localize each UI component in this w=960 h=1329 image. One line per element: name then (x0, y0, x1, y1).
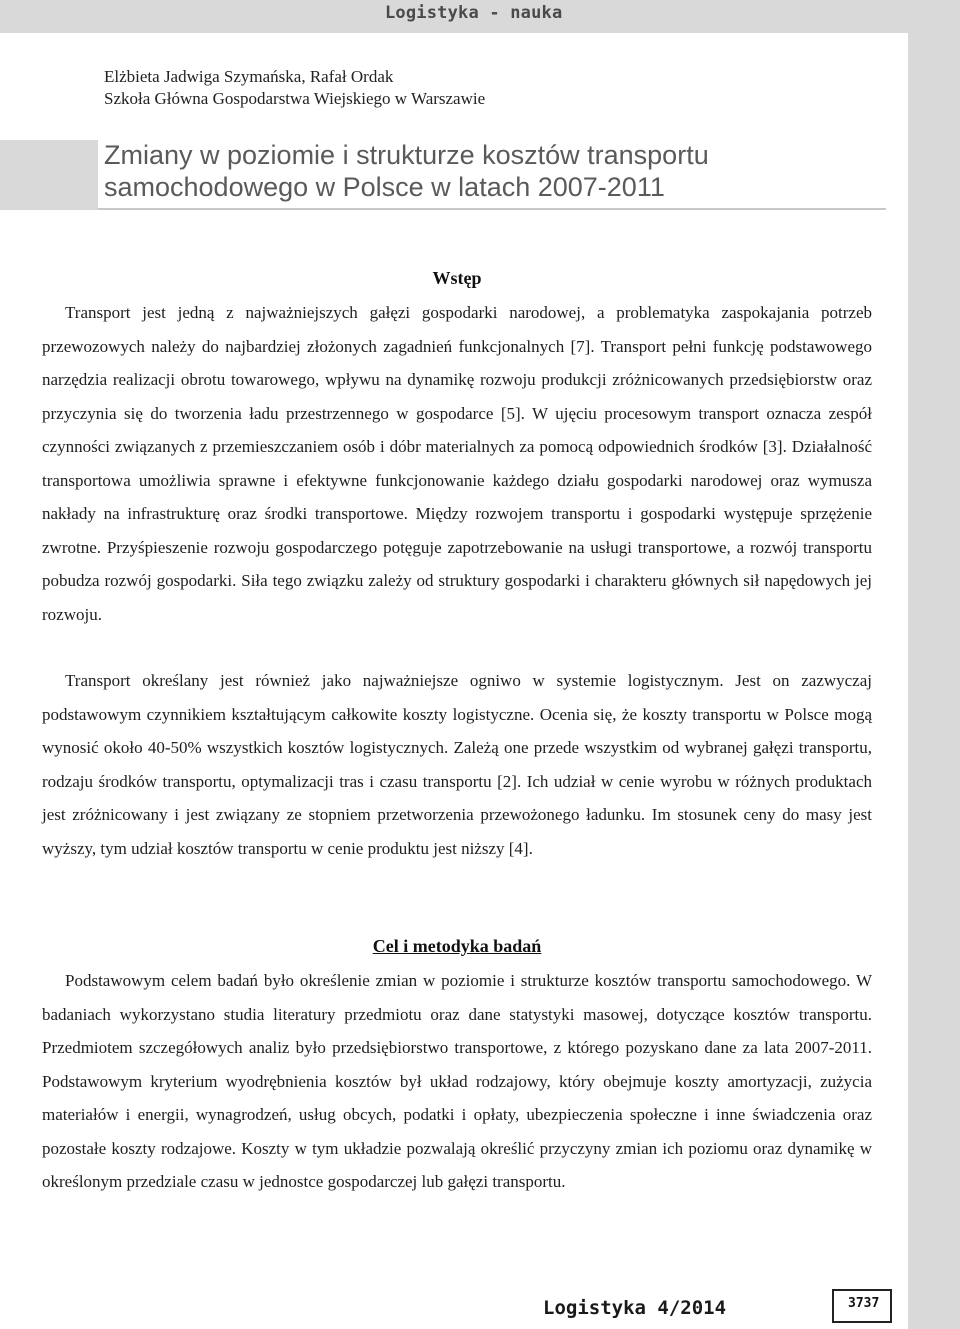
title-side-block (0, 140, 98, 210)
section-heading-method (42, 936, 872, 957)
page-number-box (832, 1289, 892, 1323)
intro-paragraph-1: Transport jest jedną z najważniejszych gałęzi gospodarki narodowej, a problematyka zaspokajania potrzeb przewozowych należy do najbardziej złożonych zagadnień funkcjonalnych [7]. Transport pełni funkcję podstawowego narzędzia realizacji obrotu towarowego, wpływu na dynamikę rozwoju produkcji zróżnicowanych przedsiębiorstw oraz przyczynia się do tworzenia ładu przestrzennego w gospodarce [5]. W ujęciu procesowym transport oznacza zespół czynności związanych z przemieszczaniem osób i dóbr materialnych za pomocą odpowiednich środków [3]. Działalność transportowa umożliwia sprawne i efektywne funkcjonowanie każdego działu gospodarki narodowej oraz wymusza nakłady na infrastrukturę oraz środki transportowe. Między rozwojem transportu i gospodarki występuje sprzężenie zwrotne. Przyśpieszenie rozwoju gospodarczego potęguje zapotrzebowanie na usługi transportowe, a rozwój transportu pobudza rozwój gospodarki. Siła tego związku zależy od struktury gospodarki i charakteru głównych sił napędowych jej rozwoju. (42, 303, 872, 624)
title-line-1: Zmiany w poziomie i strukturze kosztów transportu (104, 140, 709, 170)
right-margin-bar (908, 33, 960, 1329)
method-paragraph-1: Podstawowym celem badań było określenie zmian w poziomie i strukturze kosztów transportu samochodowego. W badaniach wykorzystano studia literatury przedmiotu oraz dane statystyki masowej, dotyczące kosztów transportu. Przedmiotem szczegółowych analiz było przedsiębiorstwo transportowe, z którego pozyskano dane za lata 2007-2011. Podstawowym kryterium wyodrębnienia kosztów był układ rodzajowy, który obejmuje koszty amortyzacji, zużycia materiałów i energii, wynagrodzeń, usług obcych, podatki i opłaty, ubezpieczenia społeczne i inne świadczenia oraz pozostałe koszty rodzajowe. Koszty w tym układzie pozwalają określić przyczyny zmian ich poziomu oraz dynamikę w określonym przedziale czasu w jednostce gospodarczej lub gałęzi transportu. (42, 971, 872, 1191)
intro-paragraph-2: Transport określany jest również jako najważniejsze ogniwo w systemie logistycznym. Jest on zazwyczaj podstawowym czynnikiem kształtującym całkowite koszty logistyczne. Ocenia się, że koszty transportu w Polsce mogą wynosić około 40-50% wszystkich kosztów logistycznych. Zależą one przede wszystkim od wybranej gałęzi transportu, rodzaju środków transportu, optymalizacji tras i czasu transportu [2]. Ich udział w cenie wyrobu w różnych produktach jest zróżnicowany i jest związany ze stopniem przetworzenia przewożonego ładunku. Im stosunek ceny do masy jest wyższy, tym udział kosztów transportu w cenie produktu jest niższy [4]. (42, 671, 872, 858)
footer-journal: Logistyka 4/2014 (543, 1297, 727, 1319)
article-title (104, 139, 709, 203)
section-heading-method-text: Cel i metodyka badań (372, 936, 542, 956)
page-number: 3737 (848, 1296, 880, 1311)
author-block (104, 66, 485, 110)
authors: Elżbieta Jadwiga Szymańska, Rafał Ordak (104, 67, 394, 86)
title-line-2: samochodowego w Polsce w latach 2007-2011 (104, 172, 665, 202)
title-rule (98, 208, 886, 210)
journal-banner-label: Logistyka - nauka (385, 3, 563, 23)
journal-banner (0, 0, 960, 33)
section-heading-intro: Wstęp (432, 268, 482, 288)
affiliation: Szkoła Główna Gospodarstwa Wiejskiego w Warszawie (104, 89, 486, 108)
